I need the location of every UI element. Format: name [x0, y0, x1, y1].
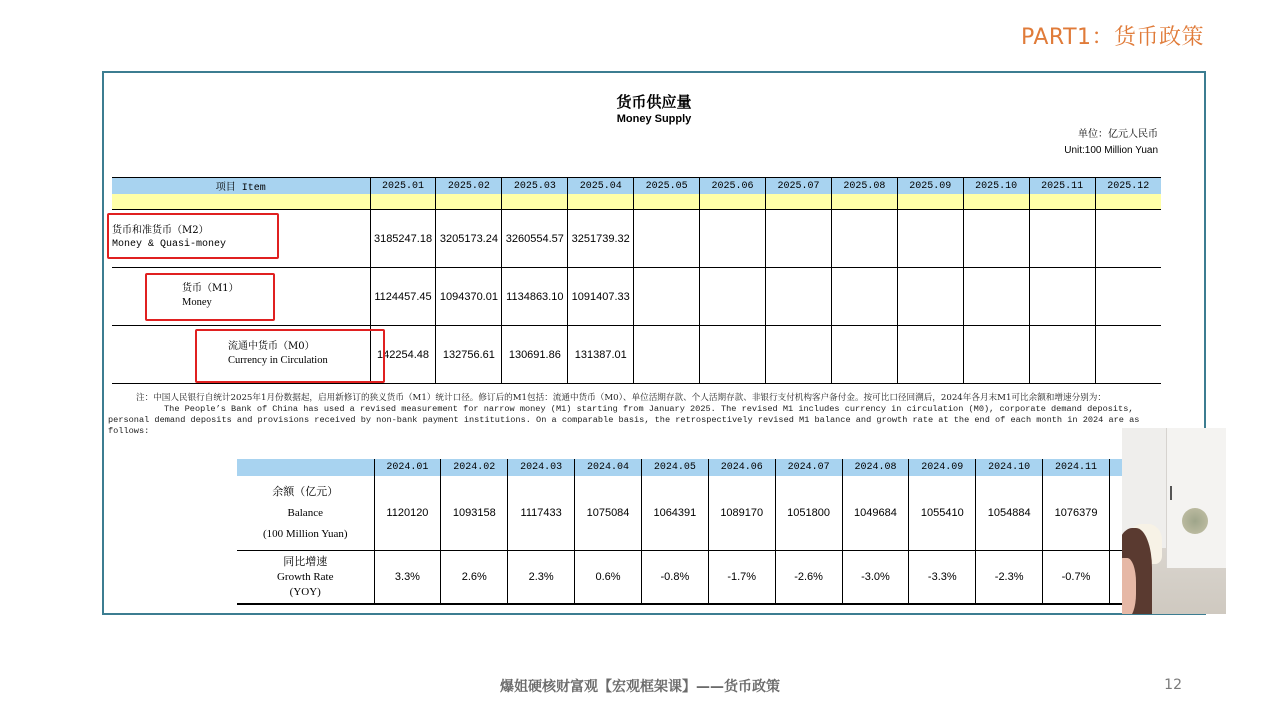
table-row-m0	[112, 326, 1161, 384]
footer-title: 爆姐硬核财富观【宏观框架课】——货币政策	[500, 679, 780, 695]
row-label-m2	[112, 210, 370, 268]
header-month: 2024.11	[1043, 459, 1110, 476]
table-cell: -2.3%	[976, 551, 1043, 605]
note-cn: 注：中国人民银行自统计2025年1月份数据起，启用新修订的狭义货币（M1）统计口径。修订后的M1包括：流通中货币（M0）、单位活期存款、个人活期存款、非银行支付机构客户备付金。按可比口径回溯后，2024年各月末M1可比余额和增速分别为：	[136, 393, 1106, 403]
spacer-row	[112, 194, 1161, 210]
document-title	[104, 91, 1204, 125]
table-cell: -0.7%	[1043, 551, 1110, 605]
table-cell: 1134863.10	[502, 268, 568, 326]
header-month: 2024.07	[775, 459, 842, 476]
table-cell	[1095, 326, 1161, 384]
table-cell: 3251739.32	[568, 210, 634, 268]
table-header-row	[112, 178, 1161, 195]
table-cell	[963, 326, 1029, 384]
title-en: Money Supply	[616, 113, 692, 125]
header-month: 2025.08	[831, 178, 897, 195]
header-month: 2024.01	[374, 459, 441, 476]
header-month: 2025.03	[502, 178, 568, 195]
table-cell: 1049684	[842, 476, 909, 551]
header-month: 2024.05	[641, 459, 708, 476]
table-row-m1	[112, 268, 1161, 326]
table-cell: 132756.61	[436, 326, 502, 384]
highlight-box	[195, 329, 385, 383]
title-cn: 货币供应量	[616, 93, 692, 111]
table-cell: 1075084	[575, 476, 642, 551]
table-cell: 2.6%	[441, 551, 508, 605]
table-cell	[897, 210, 963, 268]
table-cell	[831, 326, 897, 384]
table-cell: -2.6%	[775, 551, 842, 605]
label-cn: 货币（M1）	[182, 283, 239, 294]
table-row-growth	[237, 551, 1177, 605]
table-cell: 1055410	[909, 476, 976, 551]
row-label-m0	[112, 326, 370, 384]
table-cell	[1095, 268, 1161, 326]
part-title: PART1：货币政策	[1020, 25, 1204, 50]
table-cell: 130691.86	[502, 326, 568, 384]
label-line: 余额（亿元）	[272, 485, 339, 498]
header-month: 2025.02	[436, 178, 502, 195]
label-en: Currency in Circulation	[228, 355, 328, 366]
table-cell	[766, 210, 832, 268]
table-cell	[700, 210, 766, 268]
table-cell	[963, 210, 1029, 268]
header-month: 2025.10	[963, 178, 1029, 195]
label-cn: 流通中货币（M0）	[228, 341, 315, 352]
label-en: Money	[182, 297, 212, 308]
table-cell: 1120120	[374, 476, 441, 551]
table-cell	[1029, 210, 1095, 268]
webcam-person-face	[1122, 558, 1136, 614]
header-month: 2024.04	[575, 459, 642, 476]
table-cell	[831, 268, 897, 326]
webcam-overlay	[1122, 428, 1226, 614]
unit-cn: 单位：亿元人民币	[1078, 129, 1158, 140]
header-month: 2024.03	[508, 459, 575, 476]
label-line: (100 Million Yuan)	[262, 527, 348, 540]
header-month: 2025.05	[634, 178, 700, 195]
label-line: (YOY)	[289, 585, 321, 598]
table-cell	[700, 326, 766, 384]
label-line: 同比增速	[283, 555, 328, 568]
note-text	[108, 393, 1168, 437]
table-cell	[897, 326, 963, 384]
header-month: 2025.09	[897, 178, 963, 195]
header-month: 2024.09	[909, 459, 976, 476]
header-blank	[237, 459, 374, 476]
table-cell: 142254.48	[370, 326, 436, 384]
header-month: 2024.06	[708, 459, 775, 476]
table-row-balance	[237, 476, 1177, 551]
label-cn: 货币和准货币（M2）	[112, 225, 209, 236]
table-cell: 3185247.18	[370, 210, 436, 268]
table-cell: -3.0%	[842, 551, 909, 605]
table-cell	[1029, 326, 1095, 384]
highlight-box	[107, 213, 279, 259]
header-month: 2025.07	[766, 178, 832, 195]
label-en: Money & Quasi-money	[112, 239, 227, 250]
table-cell: 1093158	[441, 476, 508, 551]
table-cell	[634, 326, 700, 384]
table-cell	[634, 210, 700, 268]
table-cell	[831, 210, 897, 268]
webcam-plant	[1182, 508, 1208, 534]
table-cell: 1094370.01	[436, 268, 502, 326]
table-cell: 1089170	[708, 476, 775, 551]
table-cell: 1064391	[641, 476, 708, 551]
table-cell	[1095, 210, 1161, 268]
table-cell: 1117433	[508, 476, 575, 551]
header-month: 2025.01	[370, 178, 436, 195]
table-cell: 1051800	[775, 476, 842, 551]
table-header-row	[237, 459, 1177, 476]
webcam-cabinet	[1166, 428, 1226, 568]
table-cell: -3.3%	[909, 551, 976, 605]
label-line: Balance	[287, 506, 323, 519]
page-number: 12	[1164, 677, 1182, 693]
table-row-m2	[112, 210, 1161, 268]
table-cell: -0.8%	[641, 551, 708, 605]
note-en: The People’s Bank of China has used a revised measurement for narrow money (M1) starting from January 2025. The revised M1 includes currency in circulation (M0), corporate demand deposits, personal demand deposits and provisions received by non-bank payment institutions. On a comparable basis, the retrospectively revised M1 balance and growth rate at the end of each month in 2024 are as follows:	[108, 404, 1140, 436]
row-label-growth	[237, 551, 374, 605]
table-cell: 3.3%	[374, 551, 441, 605]
header-month: 2024.08	[842, 459, 909, 476]
table-cell: 1091407.33	[568, 268, 634, 326]
table-cell: 3260554.57	[502, 210, 568, 268]
unit-label	[1064, 127, 1158, 159]
table-cell: 1054884	[976, 476, 1043, 551]
table-cell: 131387.01	[568, 326, 634, 384]
table-cell: 1124457.45	[370, 268, 436, 326]
table-cell: 3205173.24	[436, 210, 502, 268]
row-label-balance	[237, 476, 374, 551]
highlight-box	[145, 273, 275, 321]
table-cell: -1.7%	[708, 551, 775, 605]
unit-en: Unit:100 Million Yuan	[1064, 145, 1158, 156]
table-cell	[634, 268, 700, 326]
table-cell	[766, 268, 832, 326]
header-month: 2024.10	[976, 459, 1043, 476]
table-cell	[897, 268, 963, 326]
table-cell	[963, 268, 1029, 326]
header-month: 2025.06	[700, 178, 766, 195]
table-cell	[766, 326, 832, 384]
money-supply-table	[112, 177, 1161, 384]
table-cell: 0.6%	[575, 551, 642, 605]
table-cell: 2.3%	[508, 551, 575, 605]
table-cell	[700, 268, 766, 326]
document-frame	[102, 71, 1206, 615]
label-line: Growth Rate	[276, 570, 334, 583]
header-month: 2025.11	[1029, 178, 1095, 195]
row-label-m1	[112, 268, 370, 326]
webcam-cabinet-handle	[1170, 486, 1172, 500]
table-cell: 1076379	[1043, 476, 1110, 551]
header-month: 2025.04	[568, 178, 634, 195]
header-month: 2024.02	[441, 459, 508, 476]
header-month: 2025.12	[1095, 178, 1161, 195]
table-cell	[1029, 268, 1095, 326]
header-item: 项目 Item	[112, 178, 370, 195]
m1-2024-table	[237, 459, 1177, 605]
